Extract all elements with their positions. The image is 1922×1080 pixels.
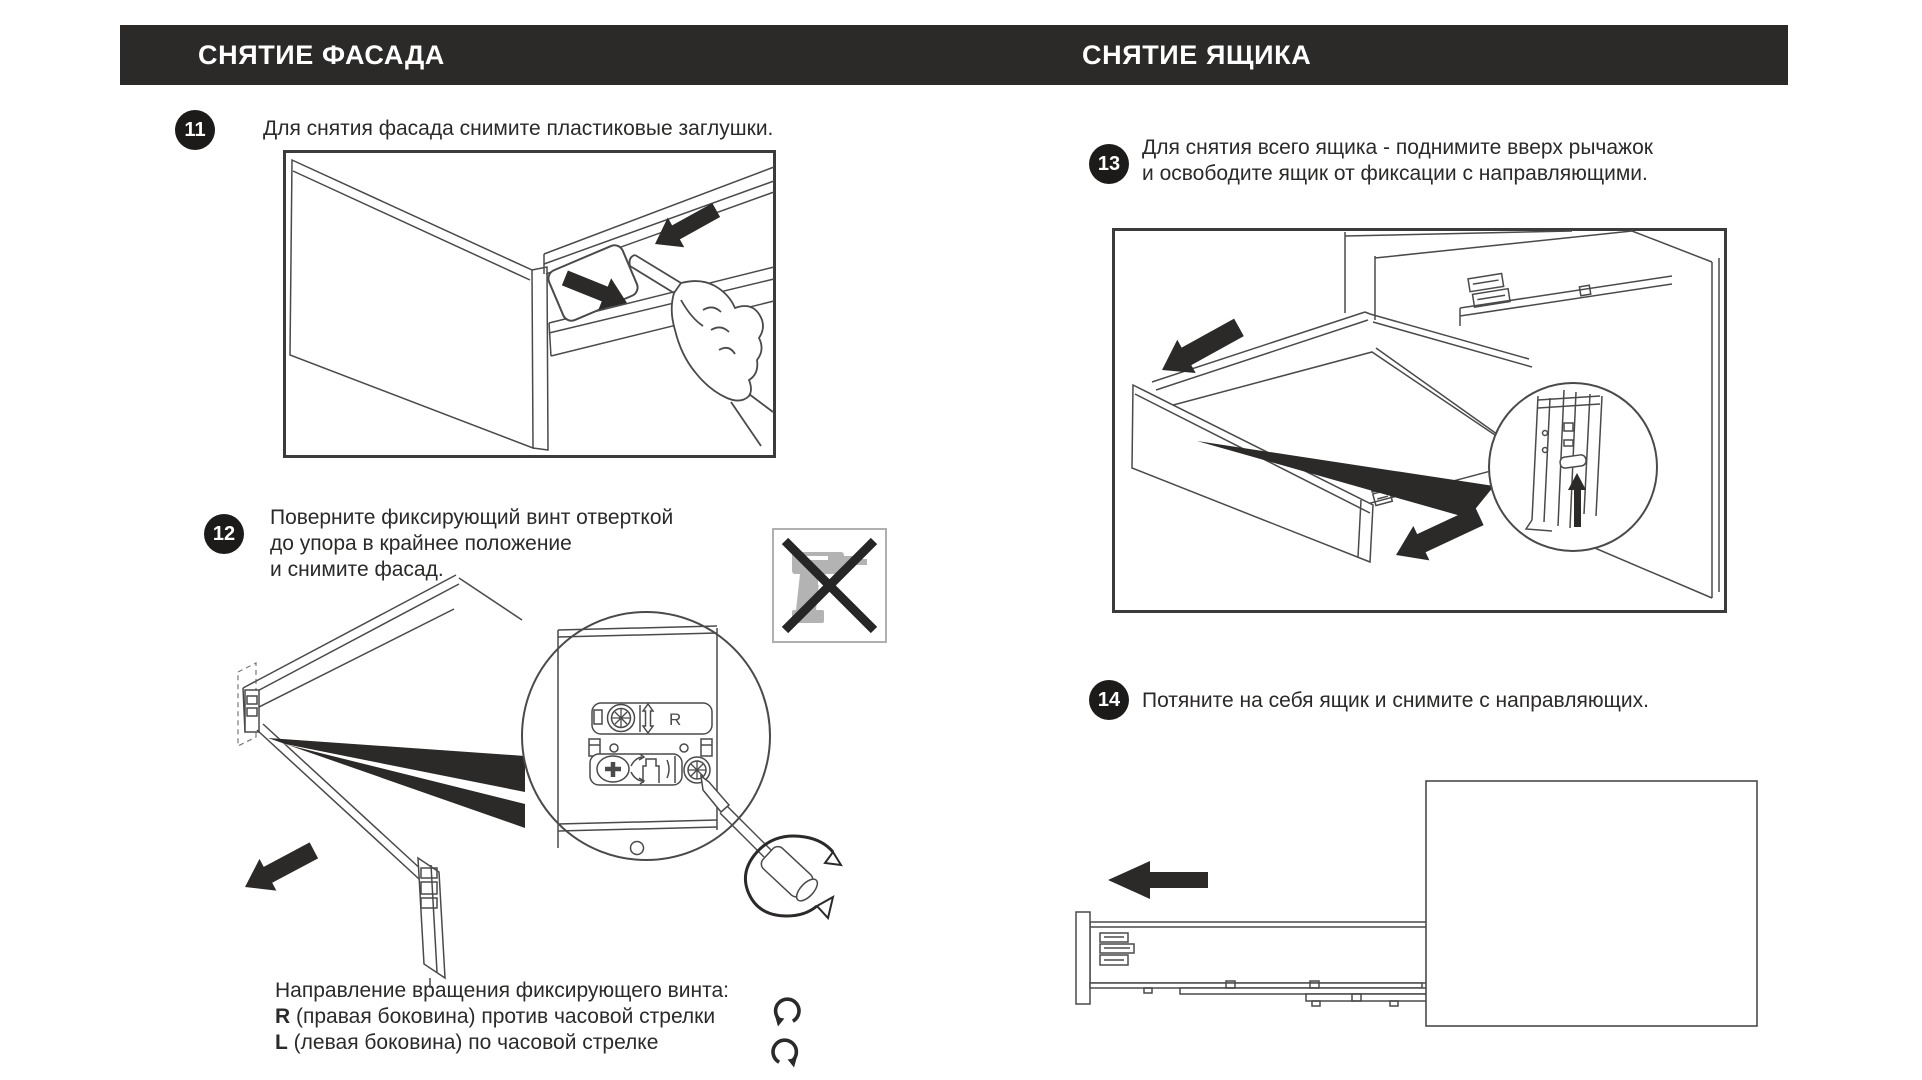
slide-rails <box>1090 981 1430 1006</box>
rotation-note-r-line: R (правая боковина) против часовой стрелки <box>275 1005 716 1028</box>
step-12-line1: Поверните фиксирующий винт отверткой <box>270 506 674 529</box>
section-title-drawer: СНЯТИЕ ЯЩИКА <box>1082 40 1312 70</box>
step-13-line2: и освободите ящик от фиксации с направляющими. <box>1142 162 1648 185</box>
step-13-badge: 13 <box>1089 144 1129 184</box>
step-12-line3: и снимите фасад. <box>270 558 444 581</box>
section-title-facade: СНЯТИЕ ФАСАДА <box>198 40 445 70</box>
header-bar <box>120 25 1788 85</box>
arrow-remove-facade <box>237 834 323 902</box>
step-14-badge: 14 <box>1089 680 1129 720</box>
drawer-front-strip <box>1076 912 1090 1004</box>
magnifier-circle <box>522 612 770 860</box>
step-11-illustration <box>283 150 776 458</box>
step-13-line1: Для снятия всего ящика - поднимите вверх рычажок <box>1142 136 1653 159</box>
step-14-text: Потяните на себя ящик и снимите с направляющих. <box>1142 689 1649 712</box>
screwdriver <box>701 776 821 904</box>
step-13-text <box>1142 135 1653 187</box>
rotation-note-l-line: L (левая боковина) по часовой стрелке <box>275 1031 659 1054</box>
ccw-rotation-icon <box>770 993 804 1027</box>
rotation-note-title: Направление вращения фиксирующего винта: <box>275 979 729 1002</box>
callout-wedge <box>268 738 525 828</box>
step-12-illustration <box>235 560 855 990</box>
step-11-text: Для снятия фасада снимите пластиковые заглушки. <box>263 117 774 140</box>
arrow-pull-drawer <box>1108 861 1208 899</box>
cabinet-panel <box>1426 781 1757 1026</box>
step-13-illustration <box>1112 228 1727 613</box>
cw-rotation-icon <box>768 1034 802 1068</box>
step-11-badge: 11 <box>175 110 215 150</box>
arrow-lift-lever-shaft <box>1574 490 1581 527</box>
step-12-badge: 12 <box>204 514 244 554</box>
step-12-line2: до упора в крайнее положение <box>270 532 572 555</box>
step-14-illustration <box>1060 775 1760 1035</box>
magnifier-letter-r: R <box>669 710 682 729</box>
